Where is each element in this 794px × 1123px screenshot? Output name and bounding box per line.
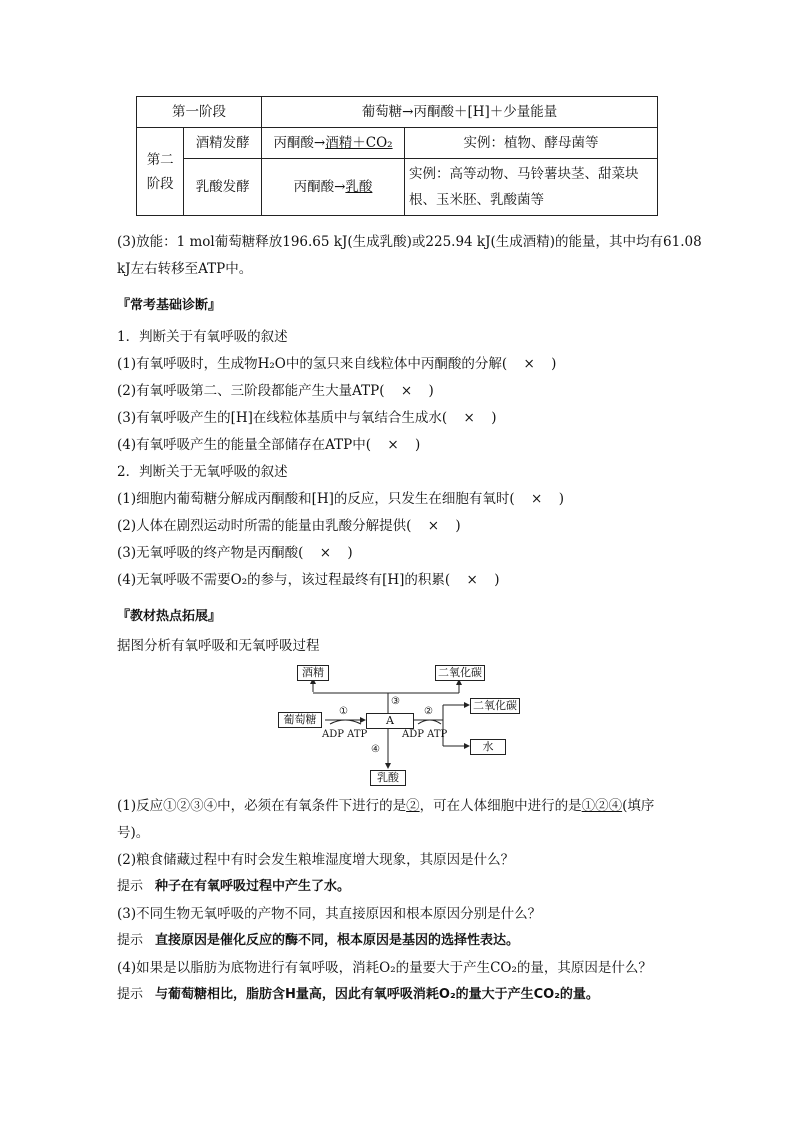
energy-line-2: kJ左右转移至ATP中。 bbox=[117, 261, 253, 277]
answer-mark: × bbox=[523, 356, 535, 372]
label-1: ① bbox=[339, 706, 348, 717]
table-row bbox=[137, 97, 658, 128]
lactic-example-line1: 实例：高等动物、马铃薯块茎、甜菜块 bbox=[409, 166, 639, 182]
alcohol-reaction-pre: 丙酮酸→ bbox=[273, 135, 326, 151]
item-text: (1)细胞内葡萄糖分解成丙酮酸和[H]的反应，只发生在细胞有氧时( bbox=[117, 491, 515, 507]
answer-mark: × bbox=[387, 437, 399, 453]
answer-mark: × bbox=[427, 518, 440, 534]
alcohol-example: 实例：植物、酵母菌等 bbox=[405, 128, 658, 159]
tip-3 bbox=[117, 932, 519, 950]
lactic-type: 乳酸发酵 bbox=[184, 159, 262, 216]
item-text: (3)无氧呼吸的终产物是丙酮酸( bbox=[117, 545, 304, 561]
answer-mark: × bbox=[531, 491, 543, 507]
adp-atp-2: ADP ATP bbox=[402, 729, 448, 740]
stage2-label bbox=[137, 128, 184, 216]
close-paren: ) bbox=[347, 545, 353, 561]
respiration-stage-table bbox=[136, 96, 658, 216]
a-box: A bbox=[366, 713, 414, 729]
tip-2 bbox=[117, 878, 350, 896]
arc-atp-2 bbox=[418, 720, 441, 724]
stage2-label-bottom: 阶段 bbox=[146, 175, 174, 192]
item-text: (3)有氧呼吸产生的[H]在线粒体基质中与氧结合生成水( bbox=[117, 410, 448, 426]
water-box: 水 bbox=[470, 739, 506, 755]
alcohol-reaction-products: 酒精＋CO₂ bbox=[325, 135, 393, 151]
answer-mark: × bbox=[463, 410, 475, 426]
alcohol-box: 酒精 bbox=[297, 665, 329, 681]
answer-mark: × bbox=[319, 545, 332, 561]
label-4: ④ bbox=[371, 744, 380, 755]
q1-end: (填序 bbox=[622, 798, 655, 814]
q1-answer-1: ② bbox=[406, 798, 420, 814]
group1-item-3 bbox=[117, 409, 496, 427]
close-paren: ) bbox=[551, 356, 557, 372]
item-text: (1)有氧呼吸时，生成物H₂O中的氢只来自线粒体中丙酮酸的分解( bbox=[117, 356, 508, 372]
q1-pre: (1)反应①②③④中，必须在有氧条件下进行的是 bbox=[117, 798, 407, 814]
table-row bbox=[137, 128, 658, 159]
item-text: (2)有氧呼吸第二、三阶段都能产生大量ATP( bbox=[117, 383, 385, 399]
tip-label: 提示 bbox=[117, 987, 144, 1002]
table-row bbox=[137, 159, 658, 216]
alcohol-reaction bbox=[262, 128, 405, 159]
group1-item-1 bbox=[117, 355, 556, 373]
adp-atp-1: ADP ATP bbox=[322, 729, 368, 740]
tip-answer: 种子在有氧呼吸过程中产生了水。 bbox=[155, 879, 351, 894]
stage1-content: 葡萄糖→丙酮酸＋[H]＋少量能量 bbox=[262, 97, 658, 128]
arc-atp-1 bbox=[330, 720, 361, 724]
close-paren: ) bbox=[415, 437, 421, 453]
close-paren: ) bbox=[428, 383, 434, 399]
group2-title: 2．判断关于无氧呼吸的叙述 bbox=[117, 464, 288, 480]
group2-item-2 bbox=[117, 517, 461, 535]
lactic-reaction-pre: 丙酮酸→ bbox=[293, 179, 346, 195]
item-text: (4)无氧呼吸不需要O₂的参与，该过程最终有[H]的积累( bbox=[117, 572, 451, 588]
extension-header: 『教材热点拓展』 bbox=[117, 609, 222, 624]
question-1-line-2: 号)。 bbox=[117, 825, 150, 841]
q1-answer-2: ①②④ bbox=[581, 798, 623, 814]
tip-label: 提示 bbox=[117, 879, 144, 894]
label-3: ③ bbox=[391, 696, 400, 707]
lactic-reaction-products: 乳酸 bbox=[345, 179, 373, 195]
item-text: (4)有氧呼吸产生的能量全部储存在ATP中( bbox=[117, 437, 371, 453]
energy-line-1: (3)放能：1 mol葡萄糖释放196.65 kJ(生成乳酸)或225.94 kJ(生成酒精)的能量，其中均有61.08 bbox=[117, 234, 702, 250]
q1-mid: ，可在人体细胞中进行的是 bbox=[419, 798, 582, 814]
lactic-example bbox=[405, 159, 658, 216]
tip-answer: 与葡萄糖相比，脂肪含H量高，因此有氧呼吸消耗O₂的量大于产生CO₂的量。 bbox=[155, 987, 599, 1002]
answer-mark: × bbox=[400, 383, 413, 399]
diagnosis-header: 『常考基础诊断』 bbox=[117, 298, 222, 313]
glucose-box: 葡萄糖 bbox=[278, 712, 322, 728]
co2-right-box: 二氧化碳 bbox=[470, 698, 520, 714]
group1-item-4 bbox=[117, 436, 420, 454]
group2-item-4 bbox=[117, 571, 499, 589]
tip-4 bbox=[117, 986, 599, 1004]
alcohol-type: 酒精发酵 bbox=[184, 128, 262, 159]
group1-title: 1．判断关于有氧呼吸的叙述 bbox=[117, 329, 288, 345]
question-1-line-1 bbox=[117, 797, 654, 815]
question-3: (3)不同生物无氧呼吸的产物不同，其直接原因和根本原因分别是什么？ bbox=[117, 906, 542, 922]
lactic-example-line2: 根、玉米胚、乳酸菌等 bbox=[409, 192, 544, 208]
respiration-diagram bbox=[275, 658, 525, 790]
label-2: ② bbox=[424, 706, 433, 717]
tip-answer: 直接原因是催化反应的酶不同，根本原因是基因的选择性表达。 bbox=[155, 933, 520, 948]
answer-mark: × bbox=[466, 572, 478, 588]
group1-item-2 bbox=[117, 382, 434, 400]
close-paren: ) bbox=[494, 572, 500, 588]
close-paren: ) bbox=[558, 491, 564, 507]
item-text: (2)人体在剧烈运动时所需的能量由乳酸分解提供( bbox=[117, 518, 412, 534]
lactic-reaction bbox=[262, 159, 405, 216]
question-4: (4)如果是以脂肪为底物进行有氧呼吸，消耗O₂的量要大于产生CO₂的量，其原因是什么？ bbox=[117, 960, 652, 976]
tip-label: 提示 bbox=[117, 933, 144, 948]
co2-top-box: 二氧化碳 bbox=[435, 665, 485, 681]
stage1-label: 第一阶段 bbox=[137, 97, 262, 128]
close-paren: ) bbox=[455, 518, 461, 534]
extension-intro: 据图分析有氧呼吸和无氧呼吸过程 bbox=[117, 638, 320, 654]
question-2: (2)粮食储藏过程中有时会发生粮堆湿度增大现象，其原因是什么？ bbox=[117, 852, 515, 868]
stage2-label-top: 第二 bbox=[146, 151, 174, 168]
group2-item-3 bbox=[117, 544, 353, 562]
close-paren: ) bbox=[491, 410, 497, 426]
group2-item-1 bbox=[117, 490, 564, 508]
lactic-box: 乳酸 bbox=[370, 770, 406, 786]
